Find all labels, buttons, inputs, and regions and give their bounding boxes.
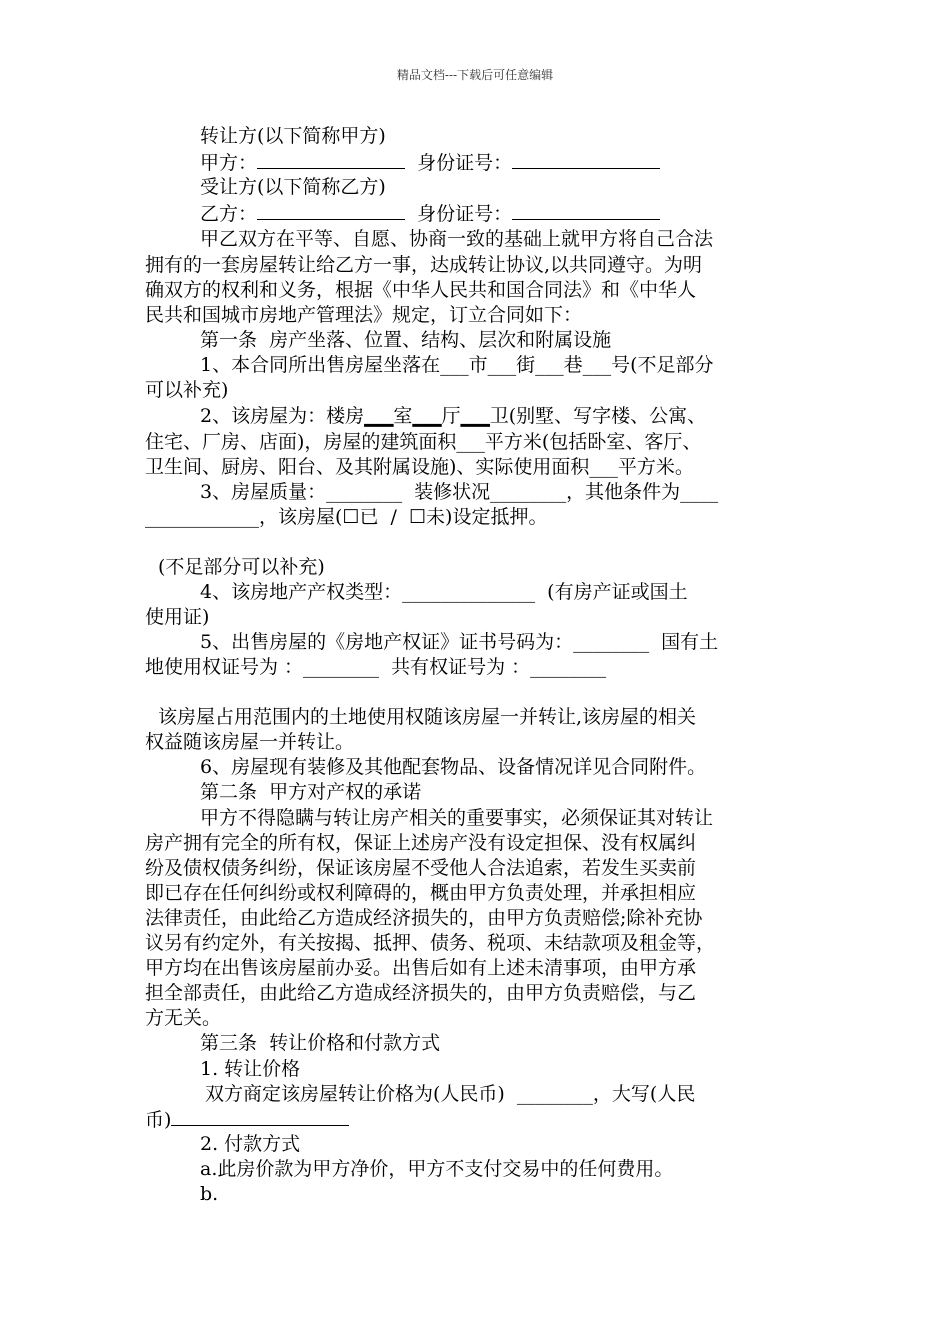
party-a-row	[200, 150, 660, 175]
text-line: 身份证号：	[417, 203, 513, 225]
text-line: 即已存在任何纠纷或权利障碍的，概由甲方负责处理，并承担相应	[145, 882, 697, 904]
text-line: 甲方均在出售该房屋前办妥。出售后如有上述未清事项，由甲方承	[145, 957, 697, 979]
text-line: (不足部分可以补充)	[158, 556, 325, 578]
text-line: 拥有的一套房屋转让给乙方一事，达成转让协议,以共同遵守。为明	[145, 254, 703, 276]
text-line: a.此房价款为甲方净价，甲方不支付交易中的任何费用。	[200, 1158, 674, 1180]
text-line: 住宅、厂房、店面)，房屋的建筑面积___平方米(包括卧室、客厅、	[145, 431, 702, 453]
page-header: 精品文档---下载后可任意编辑	[396, 68, 554, 82]
text-line: 民共和国城市房地产管理法》规定，订立合同如下：	[145, 304, 583, 326]
text-line: 币)	[145, 1109, 172, 1131]
text-line: 议另有约定外，有关按揭、抵押、债务、税项、未结款项及租金等，	[145, 932, 716, 954]
text-line: 受让方(以下简称乙方)	[200, 176, 386, 198]
price-words-row	[145, 1107, 349, 1132]
text-line: 1、本合同所出售房屋坐落在___市___街___巷___号(不足部分	[200, 354, 714, 376]
text-line: 担全部责任，由此给乙方造成经济损失的，由甲方负责赔偿，与乙	[145, 982, 697, 1004]
text-line: 确双方的权利和义务，根据《中华人民共和国合同法》和《中华人	[145, 279, 697, 301]
text-line: 身份证号：	[417, 152, 513, 174]
text-line: 方无关。	[145, 1007, 222, 1029]
text-line: 2、该房屋为：楼房▁▁室▁▁厅▁▁卫(别墅、写字楼、公寓、	[200, 405, 707, 427]
text-line: 双方商定该房屋转让价格为(人民币) ________，大写(人民	[205, 1083, 696, 1105]
text-line: 卫生间、厨房、阳台、及其附属设施)、实际使用面积___平方米。	[145, 456, 694, 478]
party-b-row	[200, 201, 660, 226]
text-line: 2. 付款方式	[200, 1133, 301, 1155]
text-line: 该房屋占用范围内的土地使用权随该房屋一并转让,该房屋的相关	[158, 706, 697, 728]
text-line: 转让方(以下简称甲方)	[200, 125, 386, 147]
text-line: 乙方：	[200, 203, 258, 225]
text-line: 权益随该房屋一并转让。	[145, 731, 355, 753]
section-heading: 第三条 转让价格和付款方式	[200, 1032, 441, 1054]
text-line: ____________，该房屋(☐已 / ☐未)设定抵押。	[145, 506, 548, 528]
text-line: 甲方不得隐瞒与转让房产相关的重要事实，必须保证其对转让	[200, 807, 714, 829]
text-line: 地使用权证号为 ：________ 共有权证号为 ：________	[145, 656, 607, 678]
text-line: 可以补充)	[145, 379, 229, 401]
section-heading: 第二条 甲方对产权的承诺	[200, 781, 422, 803]
text-line: 房产拥有完全的所有权，保证上述房产没有设定担保、没有权属纠	[145, 832, 697, 854]
text-line: b.	[200, 1183, 219, 1205]
text-line: 5、出售房屋的《房地产权证》证书号码为：________ 国有土	[200, 631, 719, 653]
text-line: 4、该房地产产权类型：______________ (有房产证或国土	[200, 581, 688, 603]
section-heading: 第一条 房产坐落、位置、结构、层次和附属设施	[200, 329, 612, 351]
text-line: 纷及债权债务纠纷，保证该房屋不受他人合法追索，若发生买卖前	[145, 857, 697, 879]
text-line: 甲乙双方在平等、自愿、协商一致的基础上就甲方将自己合法	[200, 228, 714, 250]
text-line: 使用证)	[145, 606, 210, 628]
text-line: 3、房屋质量：________ 装修状况________，其他条件为____	[200, 481, 719, 503]
text-line: 6、房屋现有装修及其他配套物品、设备情况详见合同附件。	[200, 756, 707, 778]
text-line: 1. 转让价格	[200, 1058, 301, 1080]
text-line: 法律责任，由此给乙方造成经济损失的，由甲方负责赔偿;除补充协	[145, 907, 703, 929]
text-line: 甲方：	[200, 152, 258, 174]
